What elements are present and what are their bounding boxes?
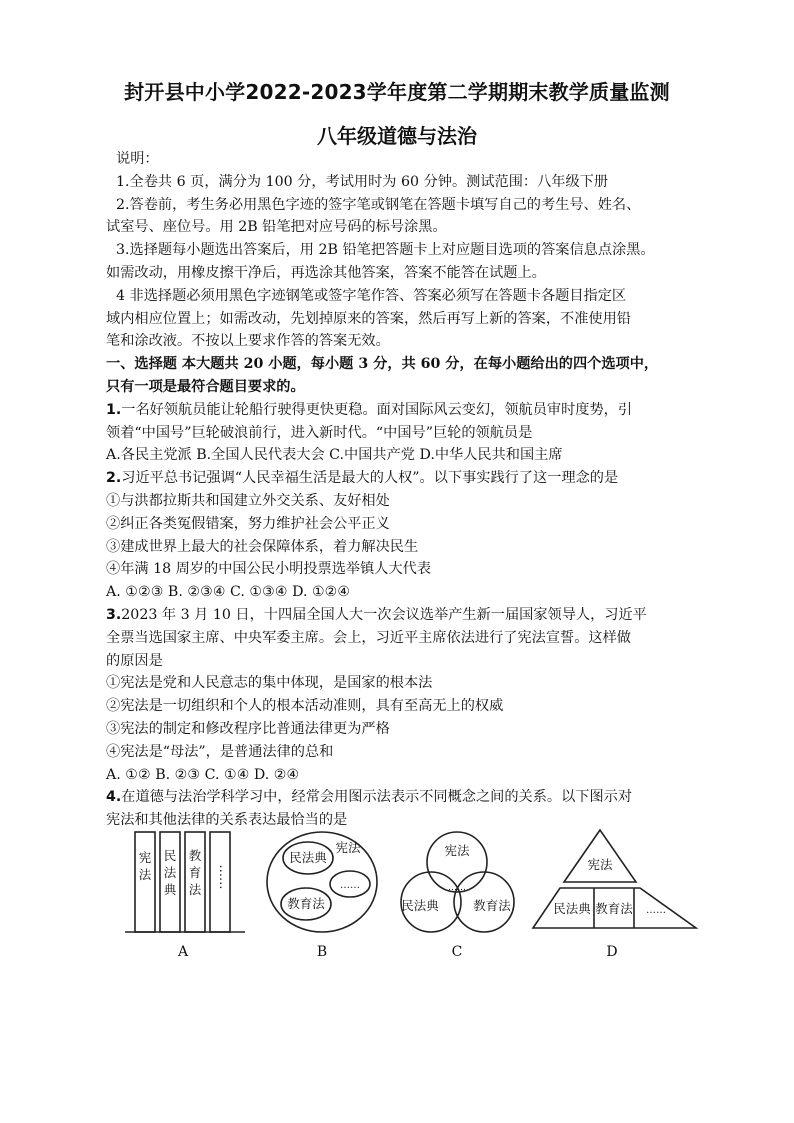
question-3-stem: 全票当选国家主席、中央军委主席。会上，习近平主席依法进行了宪法宣誓。这样做 bbox=[106, 629, 631, 646]
diagram-d-label-ellipsis: …… bbox=[646, 905, 666, 916]
instructions-label: 说明： bbox=[116, 151, 159, 167]
instruction-line: 3.选择题每小题选出答案后，用 2B 铅笔把答题卡上对应题目选项的答案信息点涂黑。 bbox=[116, 242, 655, 259]
diagram-a-label-ellipsis: …… bbox=[217, 864, 232, 890]
question-1-stem: 领着“中国号”巨轮破浪前行，进入新时代。“中国号”巨轮的领航员是 bbox=[106, 424, 533, 441]
question-3-item: ③宪法的制定和修改程序比普通法律更为严格 bbox=[106, 720, 390, 737]
question-3-item: ②宪法是一切组织和个人的根本活动准则，具有至高无上的权威 bbox=[106, 698, 504, 715]
question-2-options: A. ①②③ B. ②③④ C. ①③④ D. ①②④ bbox=[106, 584, 351, 601]
diagram-option-label: B bbox=[316, 944, 328, 960]
diagram-b-label-civil-code: 民法典 bbox=[289, 850, 327, 865]
question-4-stem: 宪法和其他法律的关系表达最恰当的是 bbox=[106, 812, 348, 829]
diagram-c-label-constitution: 宪法 bbox=[444, 843, 470, 858]
section-heading: 只有一项是最符合题目要求的。 bbox=[106, 378, 305, 395]
diagram-c-label-education-law: 教育法 bbox=[473, 898, 511, 913]
section-heading: 一、选择题 本大题共 20 小题，每小题 3 分，共 60 分，在每小题给出的四个选项中， bbox=[106, 356, 659, 373]
diagram-option-label: D bbox=[606, 944, 618, 960]
instruction-line: 如需改动，用橡皮擦干净后，再选涂其他答案，答案不能答在试题上。 bbox=[106, 264, 546, 281]
diagram-a-label-education-law: 教育法 bbox=[188, 848, 202, 897]
question-3-item: ④宪法是“母法”，是普通法律的总和 bbox=[106, 743, 334, 760]
diagram-option-label: A bbox=[177, 944, 189, 960]
question-number: 1. bbox=[106, 401, 122, 418]
question-3-stem: 的原因是 bbox=[106, 652, 163, 669]
question-2-item: ①与洪都拉斯共和国建立外交关系、友好相处 bbox=[106, 492, 390, 509]
question-3-options: A. ①② B. ②③ C. ①④ D. ②④ bbox=[106, 766, 300, 783]
diagram-c-label-ellipsis: …… bbox=[448, 883, 466, 893]
diagram-d-label-civil-code: 民法典 bbox=[553, 901, 591, 916]
diagram-d-top-triangle bbox=[564, 830, 636, 882]
diagram-option-label: C bbox=[451, 944, 463, 960]
instruction-line: 1.全卷共 6 页，满分为 100 分，考试用时为 60 分钟。测试范围：八年级下册 bbox=[116, 173, 609, 190]
exam-subtitle: 八年级道德与法治 bbox=[317, 124, 477, 148]
diagram-b-label-education-law: 教育法 bbox=[287, 896, 325, 911]
question-number: 3. bbox=[106, 606, 122, 623]
question-number: 2. bbox=[106, 470, 122, 487]
law-relationship-diagrams bbox=[120, 822, 730, 972]
question-2-item: ③建成世界上最大的社会保障体系，着力解决民生 bbox=[106, 538, 419, 555]
diagram-b-label-constitution: 宪法 bbox=[335, 840, 361, 855]
diagram-c-label-civil-code: 民法典 bbox=[401, 898, 439, 913]
diagram-a-book bbox=[135, 832, 155, 932]
instruction-line: 域内相应位置上；如需改动，先划掉原来的答案，然后再写上新的答案，不准使用铅 bbox=[106, 310, 631, 327]
exam-content bbox=[106, 148, 710, 832]
instruction-line: 2.答卷前，考生务必用黑色字迹的签字笔或钢笔在答题卡填写自己的考生号、姓名、 bbox=[116, 196, 641, 213]
diagram-d-label-education-law: 教育法 bbox=[595, 901, 633, 916]
question-3-stem: 3.2023 年 3 月 10 日，十四届全国人大一次会议选举产生新一届国家领导人，习近平 bbox=[106, 606, 647, 623]
diagram-a-label-civil-code: 民法典 bbox=[163, 848, 177, 897]
question-2-item: ②纠正各类冤假错案，努力维护社会公平正义 bbox=[106, 515, 390, 532]
diagram-a-label-constitution: 宪法 bbox=[138, 850, 152, 882]
question-1-stem: 1.一名好领航员能让轮船行驶得更快更稳。面对国际风云变幻，领航员审时度势，引 bbox=[106, 401, 633, 418]
exam-title: 封开县中小学2022-2023学年度第二学期期末教学质量监测 bbox=[124, 80, 670, 104]
question-3-item: ①宪法是党和人民意志的集中体现，是国家的根本法 bbox=[106, 675, 433, 692]
question-1-options: A.各民主党派 B.全国人民代表大会 C.中国共产党 D.中华人民共和国主席 bbox=[106, 447, 563, 464]
instruction-line: 试室号、座位号。用 2B 铅笔把对应号码的标号涂黑。 bbox=[106, 219, 447, 236]
question-4-stem: 4.在道德与法治学科学习中，经常会用图示法表示不同概念之间的关系。以下图示对 bbox=[106, 789, 633, 806]
question-2-stem: 2.习近平总书记强调“人民幸福生活是最大的人权”。以下事实践行了这一理念的是 bbox=[106, 470, 619, 487]
diagram-b-label-ellipsis: …… bbox=[340, 880, 360, 891]
instruction-line: 4 非选择题必须用黑色字迹钢笔或签字笔作答、答案必须写在答题卡各题目指定区 bbox=[116, 287, 627, 304]
question-2-item: ④年满 18 周岁的中国公民小明投票选举镇人大代表 bbox=[106, 561, 432, 578]
instruction-line: 笔和涂改液。不按以上要求作答的答案无效。 bbox=[106, 333, 390, 350]
question-number: 4. bbox=[106, 789, 122, 806]
diagram-d-label-constitution: 宪法 bbox=[587, 857, 613, 872]
